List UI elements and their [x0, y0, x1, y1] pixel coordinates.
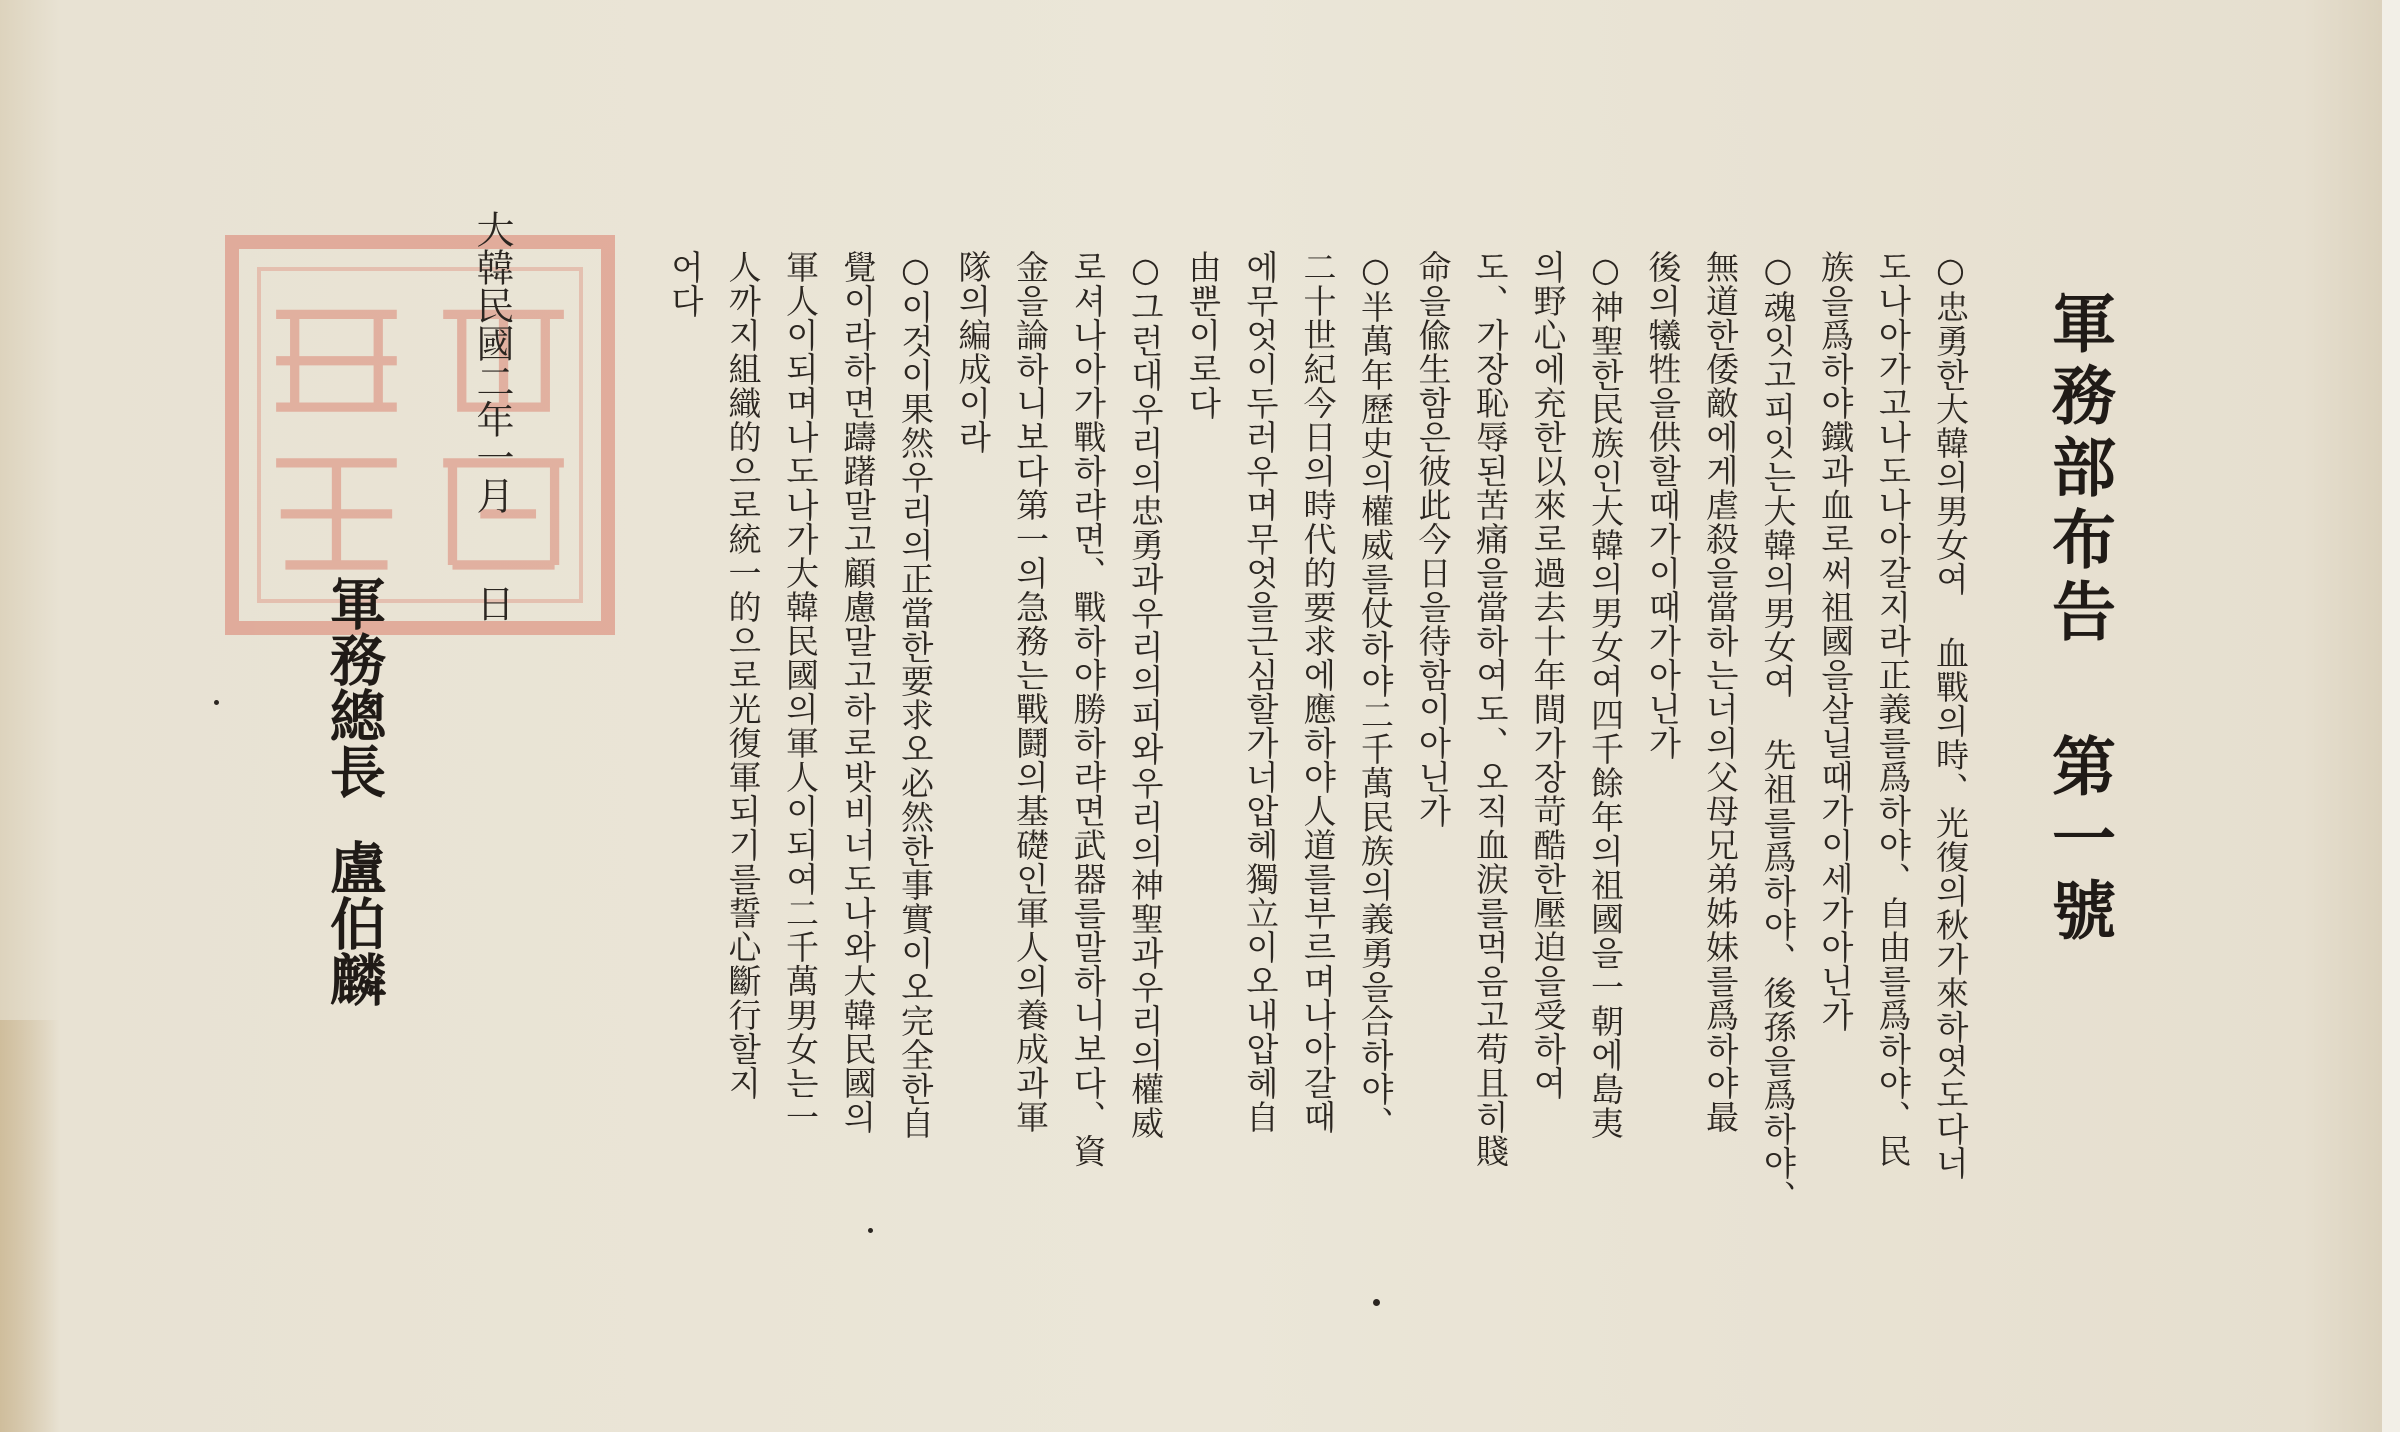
text-column: 의野心에充한以來로過去十年間가장苛酷한壓迫을受하여 [1528, 250, 1568, 1100]
text-column: 族을爲하야鐵과血로써祖國을살닐때가이세가아닌가 [1816, 250, 1855, 1032]
text-column: 어다 [666, 250, 705, 318]
signer-title: 軍務總長 [321, 575, 387, 799]
text-column: ○그런대우리의忠勇과우리의피와우리의神聖과우리의權威 [1126, 250, 1165, 1140]
text-column: 軍人이되며나도나가大韓民國의軍人이되여二千萬男女는一 [781, 250, 820, 1134]
ink-speck [214, 700, 219, 705]
text-column: 由뿐이로다 [1183, 250, 1223, 420]
seal-glyph-strokes [239, 249, 601, 621]
text-column: 도나아가고나도나아갈지라正義를爲하야、自由를爲하야、民 [1873, 250, 1913, 1168]
text-column: 隊의編成이라 [953, 250, 993, 454]
text-column: 二十世紀今日의時代的要求에應하야人道를부르며나아갈때 [1298, 250, 1338, 1134]
paper-stain [0, 1020, 60, 1432]
text-column: 後의犧牲을供할때가이때가아닌가 [1643, 250, 1683, 760]
text-column: ○忠勇한大韓의男女여 血戰의時、光復의秋가來하엿도다너 [1931, 250, 1970, 1180]
red-seal-stamp [225, 235, 615, 635]
text-column: 도、가장恥辱된苦痛을當하여도、오직血涙를먹음고苟且히賤 [1471, 250, 1510, 1168]
text-column: 無道한倭敵에게虐殺을當하는너의父母兄弟姊妹를爲하야最 [1701, 250, 1740, 1134]
page-edge [2382, 0, 2400, 1432]
text-column: 覺이라하면躊躇말고顧慮말고하로밧비너도나와大韓民國의 [838, 250, 878, 1134]
proclamation-title: 軍務部布告 第一號 [2041, 290, 2116, 949]
text-column: 人까지組織的으로統一的으로光復軍되기를誓心斷行할지 [723, 250, 763, 1100]
issue-date [470, 210, 514, 622]
text-column: 로셔나아가戰하랴면、戰하야勝하랴면武器를말하니보다、資 [1068, 250, 1108, 1168]
issue-date-text: 大韓民國二年一月 [470, 210, 514, 514]
signatory [322, 575, 386, 1007]
text-column: 에무엇이두러우며무엇을근심할가너압헤獨立이오내압헤自 [1241, 250, 1280, 1134]
text-column: 金을論하니보다第一의急務는戰鬪의基礎인軍人의養成과軍 [1011, 250, 1050, 1134]
text-column: ○神聖한民族인大韓의男女여四千餘年의祖國을一朝에島夷 [1586, 250, 1625, 1140]
text-column: 命을偸生함은彼此今日을待함이아닌가 [1413, 250, 1453, 828]
issue-date-day: 日 [470, 584, 514, 622]
ink-speck [1373, 1299, 1380, 1306]
signer-name: 盧伯麟 [321, 839, 387, 1007]
ink-speck [868, 1228, 873, 1233]
text-column: ○半萬年歷史의權威를仗하야二千萬民族의義勇을合하야、 [1356, 250, 1395, 1140]
text-column: ○魂잇고피잇는大韓의男女여 先祖를爲하야、後孫을爲하야、 [1758, 250, 1798, 1214]
text-column: ○이것이果然우리의正當한要求오必然한事實이오完全한自 [896, 250, 935, 1140]
